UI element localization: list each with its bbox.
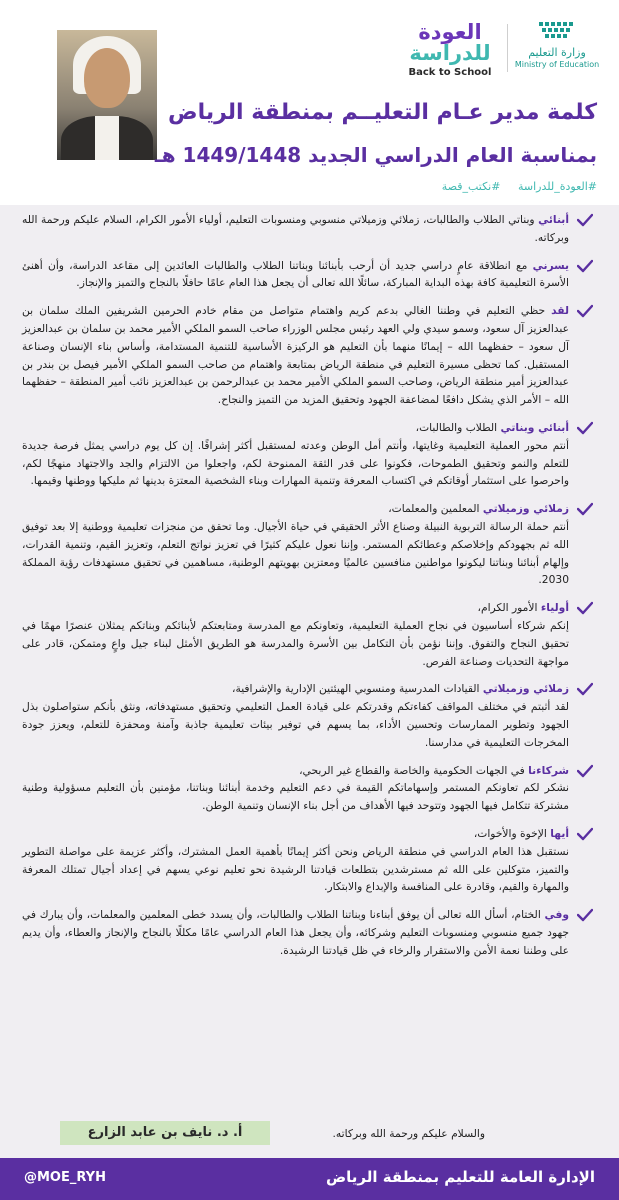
paragraph-conclusion <box>22 906 595 959</box>
paragraph-body: المعلمين والمعلمات، أنتم حملة الرسالة التربوية النبيلة وصناع الأثر الحقيقي في حياة الأجيال. وما تحقق من منجزات تعليمية ووطنية إلا بعد توفيق الله ثم بجهودكم وإخلاصكم وعطائكم المستمر. وإننا نعول عليكم كثيرًا في تعزيز نواتج التعلم، وتعزيز القيم، وتنمية القدرات، وإلهام أبنائنا وبناتنا ليكونوا مواطنين منافسين عالميًا ومعتزين بهويتهم الوطنية، مساهمين في تحقيق مستهدفات رؤية المملكة 2030. <box>22 502 569 587</box>
paragraph-lead: أبنائي وبناتي <box>500 420 569 434</box>
paragraph-welcome <box>22 257 595 293</box>
signatory-name: أ. د. نايف بن عابد الزارع <box>60 1121 270 1145</box>
check-icon <box>577 601 593 615</box>
portrait-collar <box>95 116 119 160</box>
paragraph-body: القيادات المدرسية ومنسوبي الهيئتين الإدارية والإشرافية، لقد أثبتم في مختلف المواقف كفاءتكم وقدرتكم على قيادة العمل التعليمي وتحقيق مستهدفاته، ونثق بأنكم ستواصلون بذل الجهود وتطوير الممارسات وتحسين الأداء، بما يسهم في توفير بيئات تعليمية جاذبة وآمنة ومحفزة للتعلم، ويعزز جودة المخرجات التعليمية في مدارسنا. <box>22 682 569 749</box>
paragraph-lead: أولياء <box>540 601 569 615</box>
check-icon <box>577 908 593 922</box>
back-to-school-logo <box>400 22 500 80</box>
paragraph-text <box>22 906 569 959</box>
paragraph-lead: لقد <box>551 304 569 318</box>
paragraph-text <box>22 500 569 589</box>
paragraph-partners <box>22 762 595 815</box>
hashtags <box>428 180 597 193</box>
signature-row <box>22 1119 595 1147</box>
check-icon <box>577 259 593 273</box>
hashtag-write-story[interactable]: #نكتب_قصة <box>441 180 501 193</box>
paragraph-text <box>22 302 569 409</box>
paragraph-parents <box>22 599 595 670</box>
paragraph-body: الختام، أسأل الله تعالى أن يوفق أبناءنا وبناتنا الطلاب والطالبات، وأن يسدد خطى المعلمين والمعلمات، وأن يبارك في جهود جميع منسوبي ومنسوبات التعليم وشركائه، وأن يجعل هذا العام الدراسي عامًا مكللًا بالنجاح والإنجاز والعطاء، وأن يديم على وطننا نعمة الأمن والاستقرار والرخاء في ظل قيادتنا الرشيدة. <box>22 908 569 957</box>
hashtag-back-to-school[interactable]: #العودة_للدراسة <box>517 180 597 193</box>
letter-header <box>0 0 619 205</box>
check-icon <box>577 764 593 778</box>
paragraph-body: الإخوة والأخوات، نستقبل هذا العام الدراسي في منطقة الرياض ونحن أكثر إيمانًا بأهمية العمل المشترك، وأكثر عزيمة على مواصلة التطوير والتميز، متوكلين على الله ثم مسترشدين بتطلعات قيادتنا الرشيدة نحو تعليم نوعي يسهم في إعداد أجيال تمتلك المعرفة والمهارة والقيم، وقادرة على المنافسة والإبداع والابتكار. <box>22 826 569 894</box>
paragraph-lead: وفي <box>544 908 569 922</box>
back-to-school-en: Back to School <box>408 67 492 78</box>
letter-subtitle: بمناسبة العام الدراسي الجديد 1449/1448 هـ <box>154 143 597 167</box>
paragraph-text <box>22 211 569 247</box>
portrait-face <box>84 48 130 108</box>
closing-salutation: والسلام عليكم ورحمة الله وبركاته. <box>332 1127 485 1140</box>
footer-department: الإدارة العامة للتعليم بمنطقة الرياض <box>325 1168 595 1186</box>
paragraph-lead: شركاءنا <box>528 763 569 777</box>
paragraph-leaders <box>22 680 595 751</box>
letter-title: كلمة مدير عـام التعليــم بمنطقة الرياض <box>167 100 597 125</box>
footer-social-handle[interactable]: @MOE_RYH <box>24 1170 106 1185</box>
check-icon <box>577 827 593 841</box>
paragraph-leadership <box>22 302 595 409</box>
paragraph-lead: زملائي وزميلاتي <box>482 682 569 696</box>
paragraph-body: حظي التعليم في وطننا الغالي بدعم كريم واهتمام متواصل من مقام خادم الحرمين الشريفين الملك سلمان بن عبدالعزيز آل سعود، وسمو سيدي ولي العهد رئيس مجلس الوزراء صاحب السمو الملكي الأمير محمد بن سلمان بن عبدالعزيز آل سعود – حفظهما الله – إيمانًا منهما بأن التعليم هو الركيزة الأساسية للتنمية المستدامة، وأساس بناء الإنسان وصناعة المستقبل. كما تحظى مسيرة التعليم في منطقة الرياض بمتابعة واهتمام من صاحب السمو الملكي الأمير فيصل بن بندر بن عبدالعزيز أمير منطقة الرياض، وصاحب السمو الملكي الأمير محمد بن عبدالرحمن بن عبدالعزيز نائب أمير المنطقة – حفظهما الله – الأمر الذي يشكل دافعًا لمضاعفة الجهود وتحقيق المزيد من التميز والنجاح. <box>21 304 569 407</box>
paragraph-teachers <box>22 500 595 589</box>
paragraph-lead: يسرني <box>532 258 569 272</box>
ministry-name-en: Ministry of Education <box>514 60 600 69</box>
ministry-logo <box>512 20 602 78</box>
paragraph-students <box>22 419 595 490</box>
paragraph-text <box>22 257 569 293</box>
paragraph-greeting <box>22 211 595 247</box>
check-icon <box>577 682 593 696</box>
paragraph-body: الأمور الكرام، إنكم شركاء أساسيون في نجاح العملية التعليمية، وتعاونكم مع المدرسة ومتابعتكم لأبنائكم وبناتكم يمثلان عنصرًا مهمًا في تحقيق النجاح والتفوق. وإننا نؤمن بأن التكامل بين الأسرة والمدرسة هو الطريق الأمثل لبناء جيل واعٍ ومتمكن، قادر على مواجهة التحديات وصناعة الفرص. <box>22 601 569 668</box>
footer-bar <box>0 1158 619 1200</box>
paragraph-text <box>22 419 569 490</box>
ministry-name-ar: وزارة التعليم <box>528 46 586 59</box>
paragraph-body: في الجهات الحكومية والخاصة والقطاع غير الربحي، نشكر لكم تعاونكم المستمر وإسهاماتكم القيمة في دعم التعليم وخدمة أبنائنا وبناتنا، مؤمنين بأن التعليم مسؤولية وطنية مشتركة تتكامل فيها الجهود وتتوحد فيها الأهداف من أجل بناء الإنسان وتنمية الوطن. <box>22 763 569 813</box>
paragraph-text <box>22 599 569 670</box>
ministry-emblem-icon <box>537 20 577 44</box>
paragraph-body: الطلاب والطالبات، أنتم محور العملية التعليمية وغايتها، وأنتم أمل الوطن وعدته لمستقبل أكثر إشراقًا. إن كل يوم دراسي يمثل فرصة جديدة للتعلم والنمو وتحقيق الطموحات، فكونوا على قدر الثقة الممنوحة لكم، واجعلوا من الالتزام والجد والاجتهاد منهجًا لكم، واحرصوا على استثمار أوقاتكم في اكتساب المعرفة وتنمية المهارات وبناء الشخصية المعتزة بدينها ثم مليكها ووطنها وقيمها. <box>22 420 569 488</box>
paragraph-text <box>22 825 569 896</box>
check-icon <box>577 421 593 435</box>
paragraph-lead: زملائي وزميلاتي <box>482 502 569 516</box>
director-portrait <box>57 30 157 160</box>
paragraph-lead: أبنائي <box>538 213 569 226</box>
paragraph-text <box>22 680 569 751</box>
logo-divider <box>507 24 508 72</box>
back-to-school-ar-line1: العودة <box>418 20 482 44</box>
check-icon <box>577 213 593 227</box>
check-icon <box>577 502 593 516</box>
paragraph-text <box>22 762 569 815</box>
check-icon <box>577 304 593 318</box>
paragraph-lead: أيها <box>550 826 569 840</box>
paragraph-body: وبناتي الطلاب والطالبات، زملائي وزميلاتي منسوبي ومنسوبات التعليم، أولياء الأمور الكرام، السلام عليكم ورحمة الله وبركاته. <box>22 213 569 244</box>
paragraph-body: مع انطلاقة عامٍ دراسي جديد أن أرحب بأبنائنا وبناتنا الطلاب والطالبات العائدين إلى مقاعد الدراسة، وأن أهنئ الأسرة التعليمية كافة بهذه البداية المباركة، سائلًا الله تعالى أن يجعل هذا العام عامًا حافلًا بالنجاح والتميز والإنجاز. <box>22 258 569 290</box>
paragraph-community <box>22 825 595 896</box>
letter-body <box>0 205 619 1158</box>
back-to-school-ar-line2: للدراسة <box>409 41 491 65</box>
